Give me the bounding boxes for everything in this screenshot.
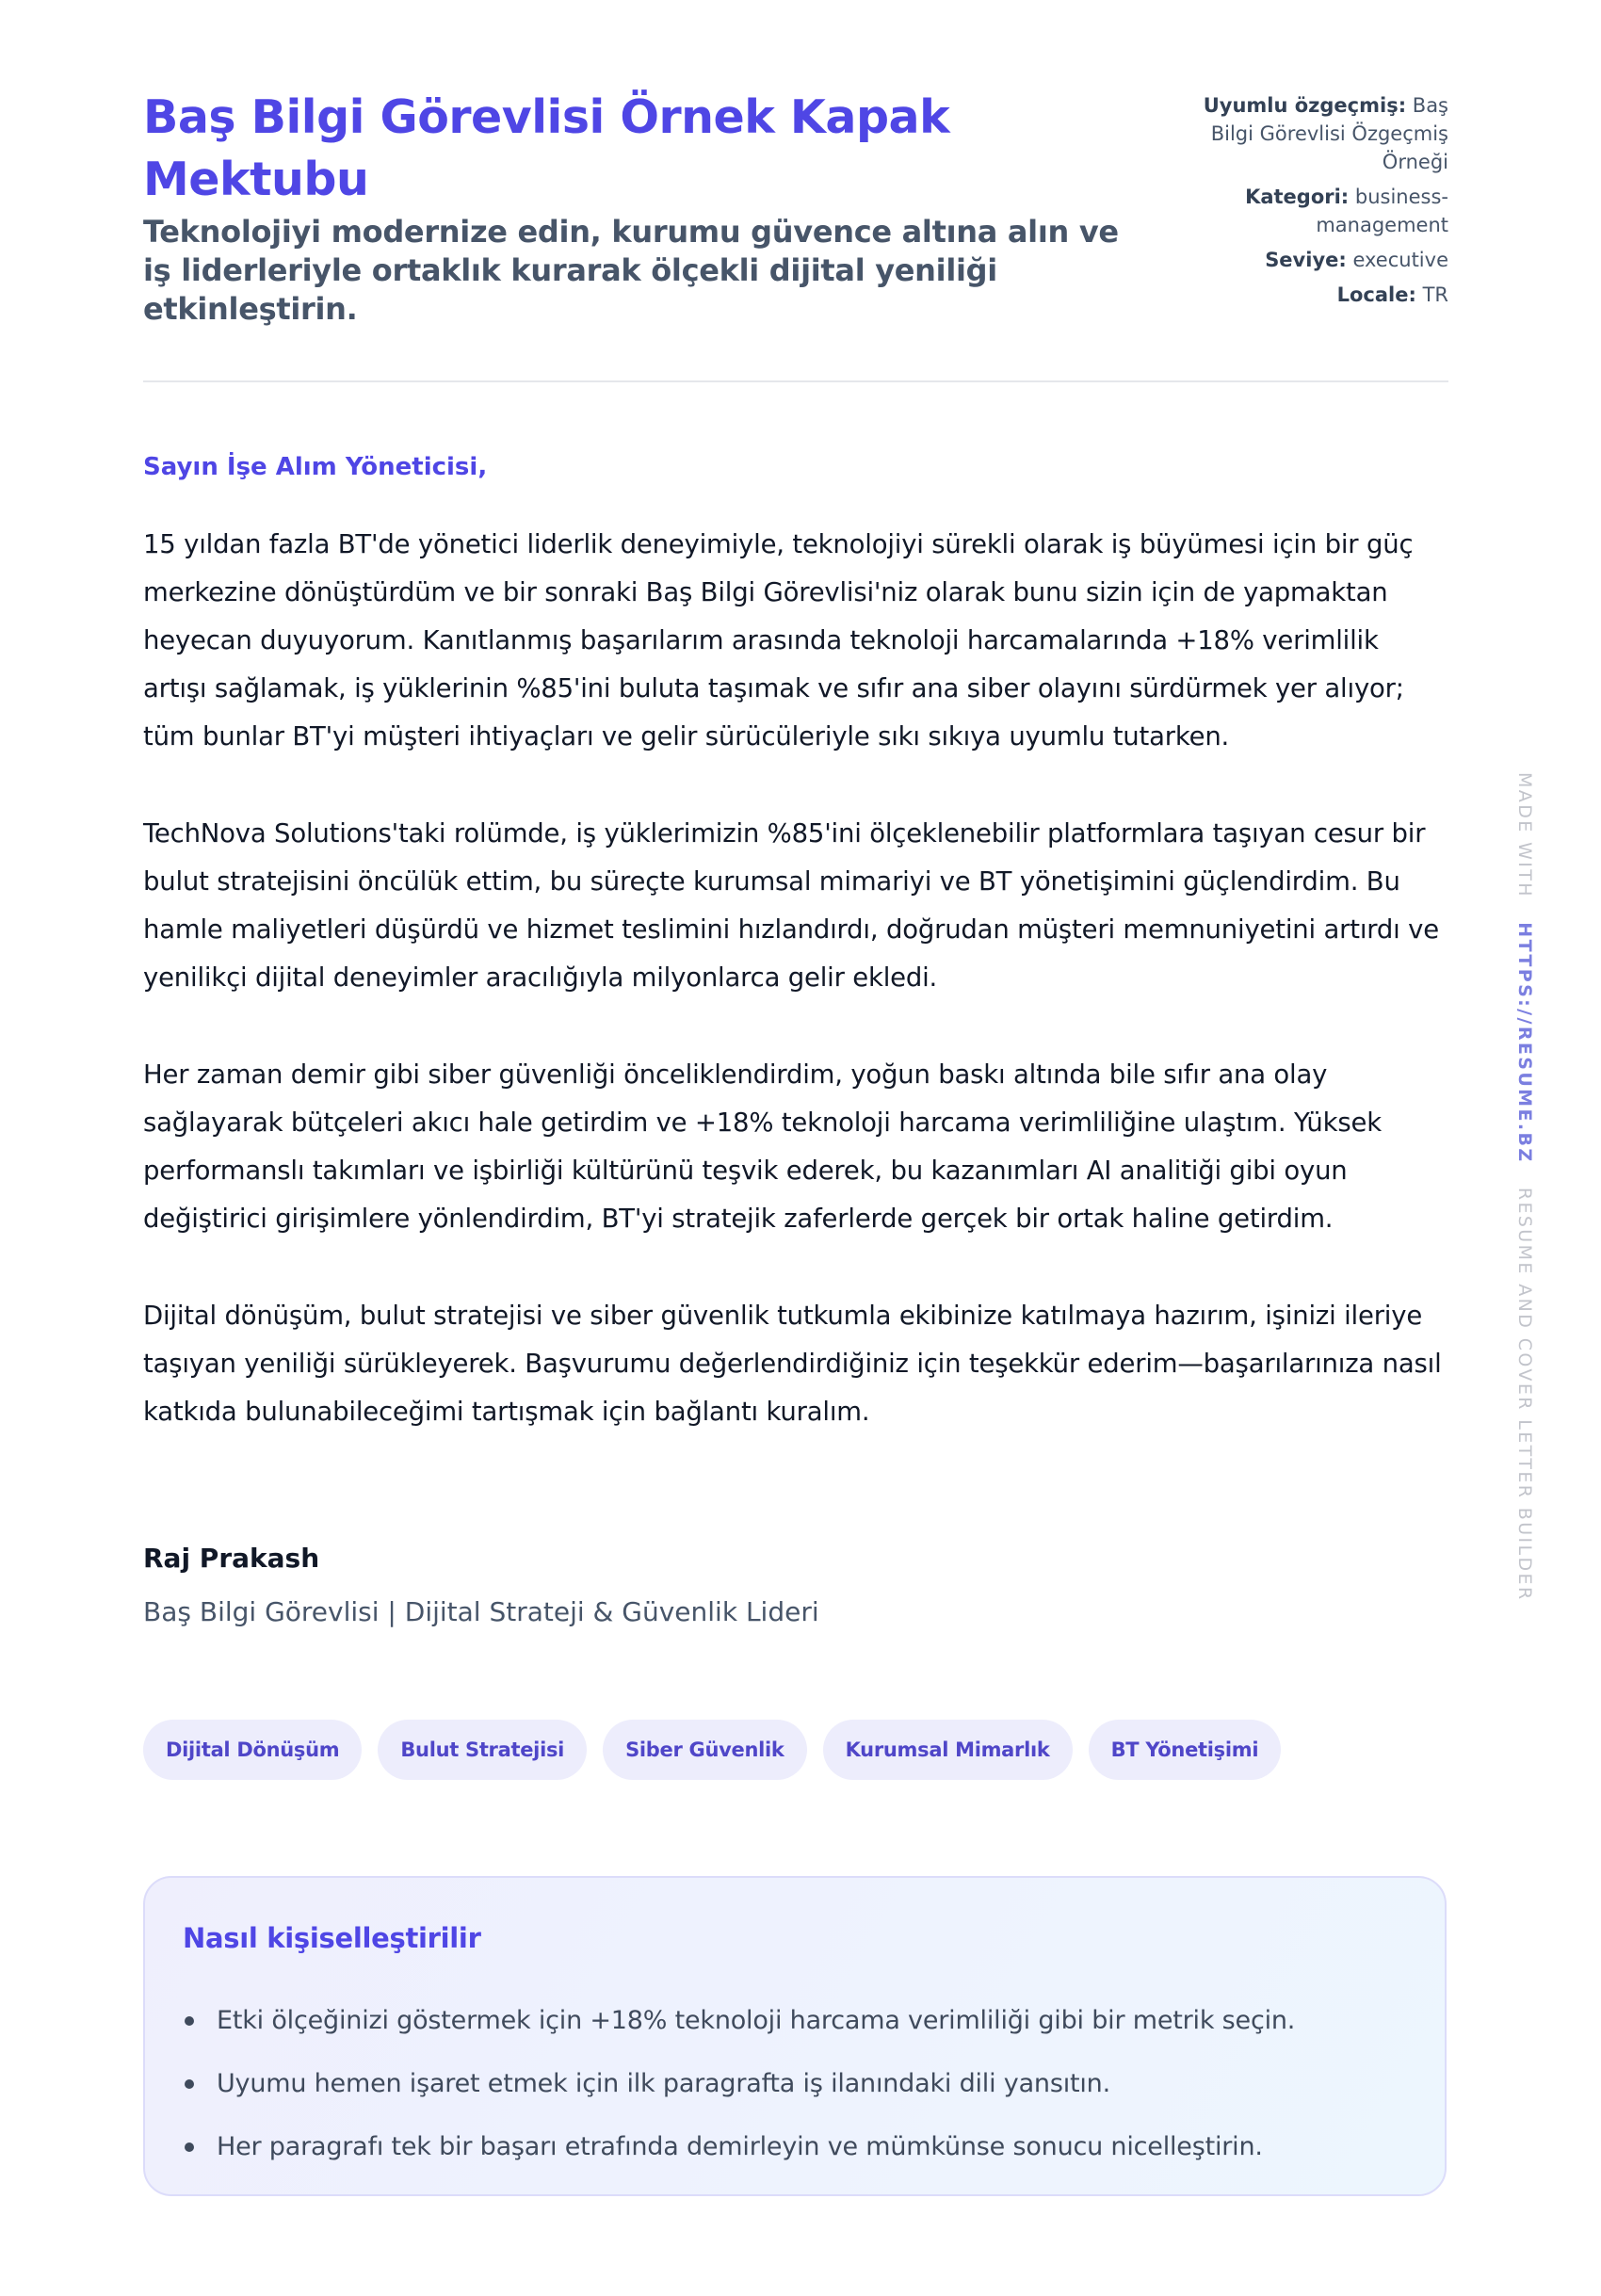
meta-level-label: Seviye: [1265, 249, 1347, 271]
letter-paragraph: 15 yıldan fazla BT'de yönetici liderlik deneyimiyle, teknolojiyi sürekli olarak iş büyümesi için bir güç merkezine dönüştürdüm ve bir sonraki Baş Bilgi Görevlisi'niz olarak bunu sizin için de yapmaktan heyecan duyuyorum. Kanıtlanmış başarılarım arasında teknoloji harcamalarında +18% verimlilik artışı sağlamak, iş yüklerinin %85'ini buluta taşımak ve sıfır ana siber olayını sürdürmek yer alıyor; tüm bunlar BT'yi müşteri ihtiyaçları ve gelir sürücüleriyle sıkı sıkıya uyumlu tutarken. [143, 529, 1414, 752]
tip-item [183, 2115, 1407, 2178]
tip-text: Etki ölçeğinizi göstermek için +18% teknoloji harcama verimliliği gibi bir metrik seçin. [217, 2006, 1296, 2035]
page-subtitle: Teknolojiyi modernize edin, kurumu güvence altına alın ve iş liderleriyle ortaklık kurarak ölçekli dijital yeniliği etkinleştirin. [143, 214, 1119, 327]
vertical-credit [1511, 772, 1539, 1602]
meta-locale-label: Locale: [1336, 283, 1416, 306]
skill-tag: Kurumsal Mimarlık [823, 1720, 1073, 1780]
tips-list [183, 1989, 1407, 2178]
meta-level-value: executive [1352, 249, 1448, 271]
credit-link[interactable]: HTTPS://RESUME.BZ [1514, 922, 1535, 1164]
header-divider [143, 380, 1448, 382]
skill-tag: Dijital Dönüşüm [143, 1720, 362, 1780]
meta-category-value: business-management [1316, 186, 1448, 236]
letter-paragraph: TechNova Solutions'taki rolümde, iş yüklerimizin %85'ini ölçeklenebilir platformlara taşıyan cesur bir bulut stratejisini öncülük ettim, bu süreçte kurumsal mimariyi ve BT yönetişimini güçlendirdim. Bu hamle maliyetleri düşürdü ve hizmet teslimini hızlandırdı, doğrudan müşteri memnuniyetini artırdı ve yenilikçi dijital deneyimler aracılığıyla milyonlarca gelir ekledi. [143, 818, 1439, 993]
meta-category [1175, 183, 1448, 239]
bullet-icon [185, 2016, 194, 2026]
tip-text: Uyumu hemen işaret etmek için ilk paragrafta iş ilanındaki dili yansıtın. [217, 2069, 1110, 2098]
meta-locale [1175, 281, 1448, 309]
meta-resume [1175, 91, 1448, 176]
credit-prefix: MADE WITH [1514, 772, 1535, 898]
tip-item [183, 1989, 1407, 2052]
meta-level [1175, 246, 1448, 274]
signature-name: Raj Prakash [143, 1543, 320, 1574]
skill-tag: Bulut Stratejisi [378, 1720, 587, 1780]
credit-text [1511, 772, 1539, 1602]
page-header [143, 87, 1448, 369]
meta-locale-value: TR [1422, 283, 1448, 306]
letter-body [143, 521, 1448, 1485]
page-title: Baş Bilgi Görevlisi Örnek Kapak Mektubu [143, 90, 950, 206]
tips-title: Nasıl kişiselleştirilir [183, 1922, 481, 1954]
skill-tag: BT Yönetişimi [1089, 1720, 1282, 1780]
tips-card [143, 1876, 1447, 2196]
credit-suffix: RESUME AND COVER LETTER BUILDER [1514, 1187, 1535, 1602]
skill-tag: Siber Güvenlik [603, 1720, 807, 1780]
meta-category-label: Kategori: [1245, 186, 1350, 208]
meta-panel [1175, 91, 1448, 315]
meta-resume-label: Uyumlu özgeçmiş: [1203, 94, 1407, 117]
skill-tags [143, 1720, 1281, 1780]
tip-item [183, 2052, 1407, 2115]
signature-title: Baş Bilgi Görevlisi | Dijital Strateji & Güvenlik Lideri [143, 1596, 819, 1627]
tip-text: Her paragrafı tek bir başarı etrafında demirleyin ve mümkünse sonucu nicelleştirin. [217, 2132, 1263, 2161]
letter-paragraph: Dijital dönüşüm, bulut stratejisi ve siber güvenlik tutkumla ekibinize katılmaya hazırım, işinizi ileriye taşıyan yeniliği sürükleyerek. Başvurumu değerlendirdiğiniz için teşekkür ederim—başarılarınıza nasıl katkıda bulunabileceğimi tartışmak için bağlantı kuralım. [143, 1301, 1442, 1427]
salutation: Sayın İşe Alım Yöneticisi, [143, 453, 488, 481]
bullet-icon [185, 2142, 194, 2152]
bullet-icon [185, 2079, 194, 2089]
letter-paragraph: Her zaman demir gibi siber güvenliği önceliklendirdim, yoğun baskı altında bile sıfır ana olay sağlayarak bütçeleri akıcı hale getirdim ve +18% teknoloji harcama verimliliğine ulaştım. Yüksek performanslı takımları ve işbirliği kültürünü teşvik ederek, bu kazanımları AI analitiği gibi oyun değiştirici girişimlere yönlendirdim, BT'yi stratejik zaferlerde gerçek bir ortak haline getirdim. [143, 1059, 1382, 1234]
meta-resume-value: Baş Bilgi Görevlisi Özgeçmiş Örneği [1210, 94, 1448, 173]
